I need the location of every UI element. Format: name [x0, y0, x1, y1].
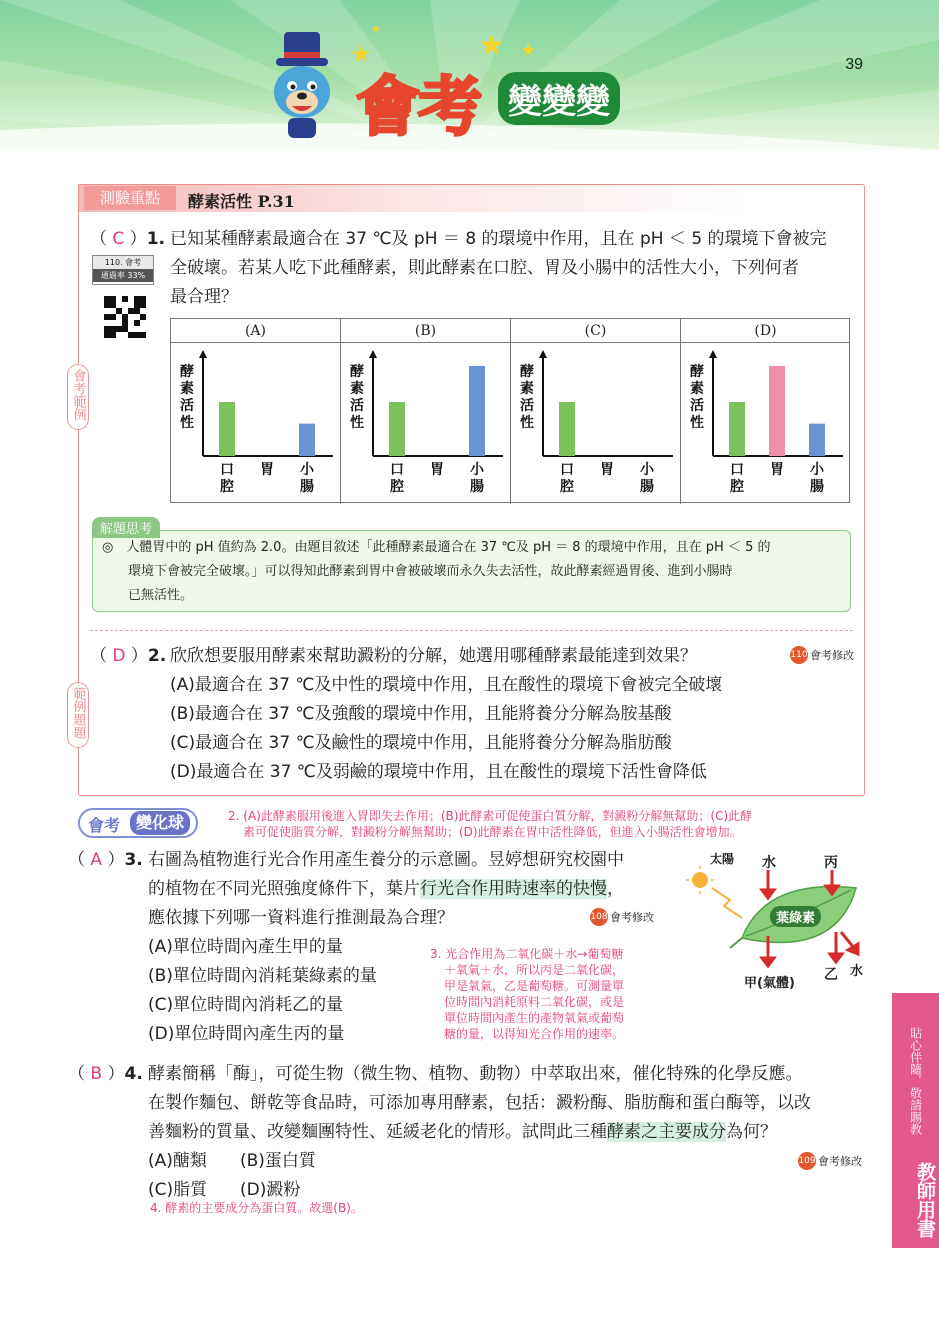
chart-panel-label: (C) — [511, 319, 680, 343]
chart-bar — [469, 366, 485, 456]
star-icon: ✦ — [370, 22, 382, 38]
y-axis-label-char: 酵 — [690, 364, 704, 380]
q2-explanation-line: 2. (A)此酵素服用後進入胃即失去作用；(B)此酵素可促使蛋白質分解，對澱粉分解無幫助；(C)此酵 — [228, 809, 753, 823]
y-axis-label-char: 性 — [690, 415, 704, 431]
topic-title: 酵素活性 P.31 — [188, 192, 295, 211]
q2-answer: （ D ）2. — [90, 646, 167, 666]
chart-panel-label: (D) — [681, 319, 850, 343]
q3-option-b: (B)單位時間內消耗葉綠素的量 — [148, 966, 377, 986]
q2-stem: 欣欣想要服用酵素來幫助澱粉的分解，她選用哪種酵素最能達到效果？ — [170, 646, 697, 666]
change-ball-label — [78, 808, 198, 838]
pass-badge-year: 110. 會考 — [93, 256, 153, 269]
y-axis-label-char: 素 — [690, 381, 704, 397]
change-ball-left: 會考 — [88, 816, 121, 835]
q2-explanation-line: 素可促使脂質分解，對澱粉分解無幫助；(D)此酵素在胃中活性降低，但進入小腸活性會增加。 — [243, 825, 742, 839]
q2-option-d: (D)最適合在 37 ℃及弱鹼的環境中作用，且在酸性的環境下活性會降低 — [170, 762, 707, 782]
x-tick-label-char: 胃 — [600, 462, 614, 478]
q4-option-b: (B)蛋白質 — [240, 1151, 316, 1171]
q3-option-c: (C)單位時間內消耗乙的量 — [148, 995, 344, 1015]
banner-title: 會考 — [356, 71, 480, 145]
badge-year: 110 — [790, 646, 808, 664]
q2-option-a: (A)最適合在 37 ℃及中性的環境中作用，且在酸性的環境下會被完全破壞 — [170, 675, 723, 695]
x-tick-label-char: 口 — [560, 462, 574, 478]
q4-option-d: (D)澱粉 — [240, 1180, 301, 1200]
chart-plot — [171, 344, 340, 504]
side-label-text: 範例題題 — [70, 687, 86, 739]
y-axis-label-char: 活 — [180, 398, 194, 414]
y-axis-arrow — [369, 350, 377, 358]
x-tick-label-char: 胃 — [260, 462, 274, 478]
q3-explanation-line: 單位時間內產生的產物氧氣或葡萄 — [444, 1011, 625, 1025]
chart-bar — [769, 366, 785, 456]
badge-year: 108 — [590, 908, 608, 926]
chart-plot — [341, 344, 510, 504]
chart-bar — [809, 424, 825, 456]
y-axis-arrow — [709, 350, 717, 358]
x-tick-label-char: 腸 — [640, 479, 654, 495]
chart-bar — [299, 424, 315, 456]
q4-text: 為何？ — [726, 1122, 777, 1142]
pass-rate-badge — [92, 255, 154, 285]
label-water-in: 水 — [762, 855, 776, 871]
badge-text: 會考修改 — [610, 911, 654, 924]
x-tick-label-char: 小 — [640, 462, 654, 478]
side-label-text: 會考範例 — [70, 369, 86, 421]
x-tick-label-char: 胃 — [770, 462, 784, 478]
side-label-example-question — [67, 682, 89, 748]
x-tick-label-char: 腔 — [390, 479, 404, 495]
q2-answer-letter: D — [112, 646, 126, 666]
x-tick-label-char: 小 — [810, 462, 824, 478]
y-axis-arrow — [199, 350, 207, 358]
y-axis-label-char: 素 — [520, 381, 534, 397]
solution-text-line: 已無活性。 — [128, 588, 194, 603]
y-axis-label-char: 素 — [350, 381, 364, 397]
x-tick-label-char: 口 — [220, 462, 234, 478]
q1-number: 1. — [146, 229, 165, 249]
q4-source-badge — [798, 1152, 862, 1170]
chart-bar — [389, 402, 405, 456]
q4-text-line: 酵素簡稱「酶」，可從生物（微生物、植物、動物）中萃取出來，催化特殊的化學反應。 — [148, 1064, 803, 1084]
chart-panel-a — [171, 319, 341, 504]
x-tick-label-char: 口 — [390, 462, 404, 478]
x-tick-label-char: 口 — [730, 462, 744, 478]
y-axis-label-char: 性 — [180, 415, 194, 431]
star-icon: ★ — [350, 40, 372, 68]
q3-text-line: 應依據下列哪一資料進行推測最為合理？ — [148, 908, 454, 928]
q4-explanation: 4. 酵素的主要成分為蛋白質。故選(B)。 — [150, 1201, 363, 1215]
q4-answer-letter: B — [90, 1064, 103, 1084]
teacher-edition-tab — [892, 993, 939, 1248]
mascot-illustration — [262, 30, 344, 140]
chart-panel-label: (B) — [341, 319, 510, 343]
solution-thinking-tag: 解題思考 — [92, 517, 160, 538]
x-tick-label-char: 腔 — [730, 479, 744, 495]
q3-explanation-line: 糖的量，以得知光合作用的速率。 — [444, 1027, 625, 1041]
x-tick-label-char: 腔 — [560, 479, 574, 495]
solution-text-line: 環境下會被完全破壞。」可以得知此酵素到胃中會被破壞而永久失去活性，故此酵素經過胃後、進到小腸時 — [128, 564, 733, 579]
x-tick-label-char: 腸 — [300, 479, 314, 495]
x-tick-label-char: 小 — [300, 462, 314, 478]
label-chlorophyll: 葉綠素 — [770, 906, 821, 927]
y-axis-label-char: 性 — [350, 415, 364, 431]
y-axis-label-char: 酵 — [350, 364, 364, 380]
q4-highlight: 酵素之主要成分 — [607, 1122, 726, 1142]
chart-panel-d — [681, 319, 851, 504]
star-icon: ★ — [520, 40, 537, 61]
label-c: 丙 — [824, 855, 838, 871]
qr-code[interactable] — [104, 296, 146, 338]
y-axis-label-char: 酵 — [180, 364, 194, 380]
y-axis-label-char: 活 — [520, 398, 534, 414]
x-tick-label-char: 腔 — [220, 479, 234, 495]
q3-answer-letter: A — [90, 850, 103, 870]
answer-option-charts — [170, 318, 850, 503]
chart-plot — [511, 344, 680, 504]
x-tick-label-char: 腸 — [470, 479, 484, 495]
chart-panel-b — [341, 319, 511, 504]
q3-answer: （ A ）3. — [68, 850, 143, 870]
q3-text: 的植物在不同光照強度條件下，葉片 — [148, 879, 420, 899]
q3-explanation-line: 甲是氧氣，乙是葡萄糖。可測量單 — [444, 979, 625, 993]
photosynthesis-diagram — [686, 848, 866, 991]
x-tick-label-char: 腸 — [810, 479, 824, 495]
q4-option-c: (C)脂質 — [148, 1180, 208, 1200]
change-ball-right: 變化球 — [130, 811, 190, 835]
q4-text: 善麵粉的質量、改變麵團特性、延緩老化的情形。試問此三種 — [148, 1122, 607, 1142]
x-tick-label-char: 胃 — [430, 462, 444, 478]
q3-option-a: (A)單位時間內產生甲的量 — [148, 937, 343, 957]
q3-explanation-line: ＋氧氣＋水，所以丙是二氧化碳， — [444, 963, 625, 977]
q4-text-line: 在製作麵包、餅乾等食品時，可添加專用酵素，包括：澱粉酶、脂肪酶和蛋白酶等，以改 — [148, 1093, 811, 1113]
q2-option-b: (B)最適合在 37 ℃及強酸的環境中作用，且能將養分分解為胺基酸 — [170, 704, 672, 724]
q3-text: ， — [607, 879, 624, 899]
q1-text-line: 已知某種酵素最適合在 37 ℃及 pH ＝ 8 的環境中作用，且在 pH ＜ 5 的環境下會被完 — [170, 229, 827, 249]
q3-source-badge — [590, 908, 654, 926]
y-axis-label-char: 活 — [350, 398, 364, 414]
q1-answer: （ C ）1. — [90, 229, 165, 249]
star-icon: ★ — [478, 28, 505, 63]
y-axis-label-char: 活 — [690, 398, 704, 414]
q3-explanation-line: 3. 光合作用為二氧化碳＋水→葡萄糖 — [430, 947, 624, 961]
test-focus-tag: 測驗重點 — [84, 186, 176, 210]
q3-highlight: 行光合作用時速率的快慢 — [420, 879, 607, 899]
label-water-out: 水 — [850, 964, 864, 979]
page-number: 39 — [845, 56, 863, 73]
dashed-divider — [90, 630, 853, 631]
badge-year: 109 — [798, 1152, 816, 1170]
pass-badge-rate: 通過率 33% — [93, 269, 153, 282]
y-axis-label-char: 酵 — [520, 364, 534, 380]
q2-source-badge — [790, 646, 854, 664]
label-a: 甲(氣體) — [744, 976, 795, 991]
q4-answer: （ B ）4. — [68, 1064, 143, 1084]
sidebar-slogan: 貼心伴隨．敬請賜教 — [908, 1027, 923, 1135]
chart-bar — [559, 402, 575, 456]
y-axis-label-char: 性 — [520, 415, 534, 431]
q2-number: 2. — [147, 646, 167, 666]
chart-plot — [681, 344, 850, 504]
q1-text-line: 最合理？ — [170, 287, 238, 307]
q3-explanation-line: 位時間內消耗原料二氧化碳，或是 — [444, 995, 625, 1009]
q4-option-a: (A)醣類 — [148, 1151, 207, 1171]
y-axis-label-char: 素 — [180, 381, 194, 397]
label-b: 乙 — [824, 967, 838, 983]
q1-answer-letter: C — [112, 229, 125, 249]
chart-panel-c — [511, 319, 681, 504]
chart-panel-label: (A) — [171, 319, 340, 343]
q3-text-line-2 — [148, 875, 624, 904]
q3-option-d: (D)單位時間內產生丙的量 — [148, 1024, 345, 1044]
solution-text-line: ◎ 人體胃中的 pH 值約為 2.0。由題目敘述「此種酵素最適合在 37 ℃及 pH ＝ 8 的環境中作用，且在 pH ＜ 5 的 — [102, 540, 771, 555]
q3-number: 3. — [124, 850, 143, 870]
banner-subtitle: 變變變 — [498, 72, 620, 125]
x-tick-label-char: 小 — [470, 462, 484, 478]
badge-text: 會考修改 — [818, 1155, 862, 1168]
q2-option-c: (C)最適合在 37 ℃及鹼性的環境中作用，且能將養分分解為脂肪酸 — [170, 733, 672, 753]
sidebar-title: 教師用書 — [914, 1162, 936, 1238]
label-sun: 太陽 — [710, 852, 735, 866]
chart-bar — [219, 402, 235, 456]
q4-text-line-3 — [148, 1118, 777, 1147]
sun-icon — [692, 872, 708, 888]
y-axis-arrow — [539, 350, 547, 358]
q1-text-line: 全破壞。若某人吃下此種酵素，則此酵素在口腔、胃及小腸中的活性大小，下列何者 — [170, 258, 799, 278]
q4-number: 4. — [124, 1064, 143, 1084]
q3-text-line: 右圖為植物進行光合作用產生養分的示意圖。昱婷想研究校園中 — [148, 850, 624, 870]
side-label-exam-example — [67, 364, 89, 430]
chart-bar — [729, 402, 745, 456]
badge-text: 會考修改 — [810, 649, 854, 662]
